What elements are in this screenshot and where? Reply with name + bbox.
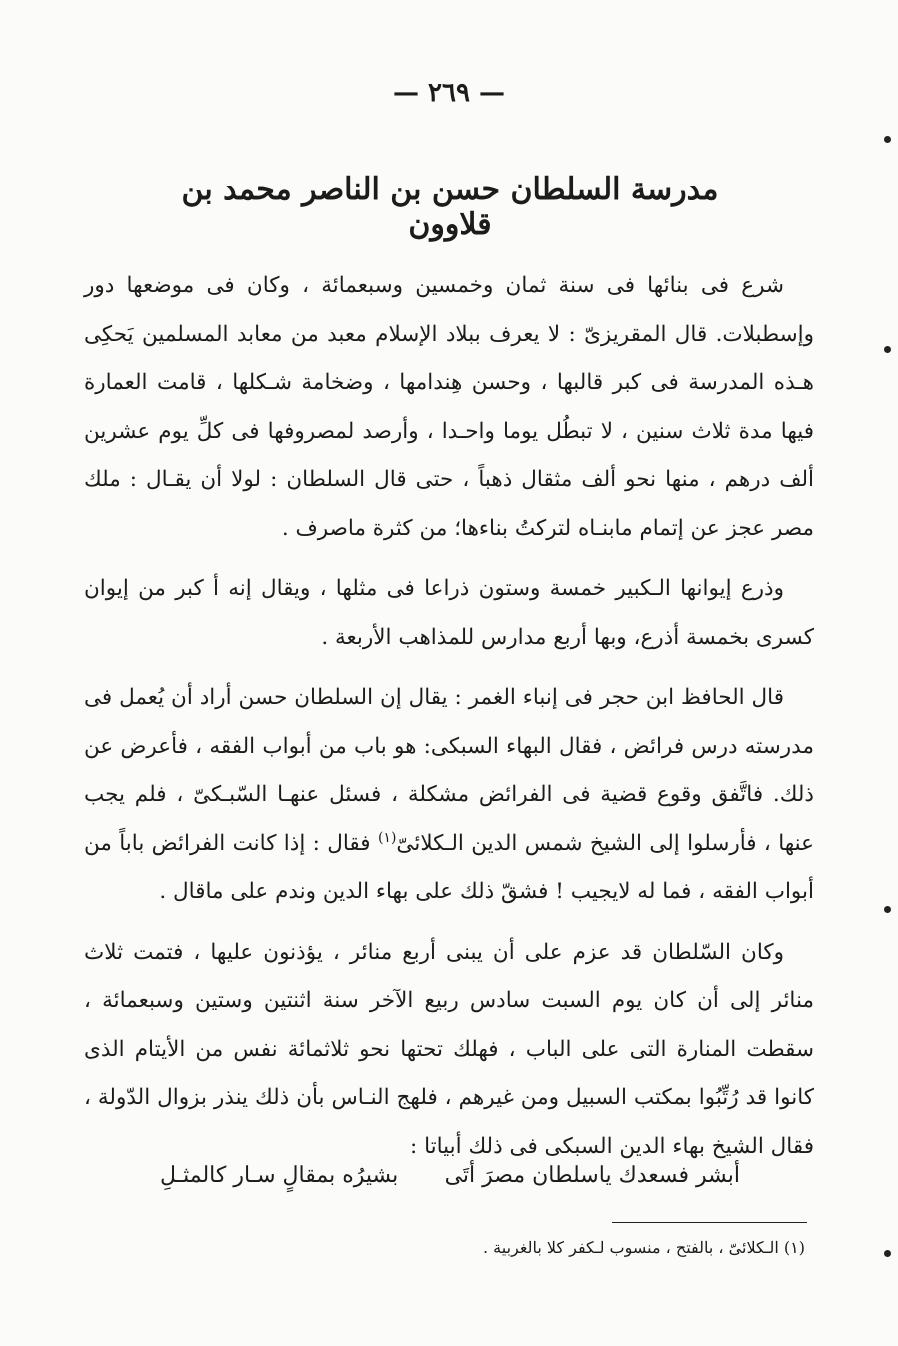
verse-line (160, 1163, 740, 1188)
page-title: مدرسة السلطان حسن بن الناصر محمد بن قلاوون (181, 172, 719, 242)
verse-hemistich-2: بشيرُه بمقالٍ سـار كالمثـلِ (160, 1163, 399, 1188)
page-number: — ٢٦٩ — (392, 78, 506, 108)
paragraph-3-tail: فقال : إذا كانت الفرائض باباً من أبواب الفقه ، فما له لايجيب ! فشقّ ذلك على بهاء الدين وندم على ماقال . (84, 830, 814, 904)
body-text (84, 262, 814, 1183)
margin-dot (884, 1250, 891, 1257)
footnote-divider (612, 1222, 807, 1223)
margin-dot (884, 136, 891, 143)
footnote-ref: (١) (377, 829, 397, 846)
verse-hemistich-1: أبشر فسعدك ياسلطان مصرَ أتَى (444, 1163, 740, 1188)
paragraph-1: شرع فى بنائها فى سنة ثمان وخمسين وسبعمائة ، وكان فى موضعها دور وإسطبلات. قال المقريزىّ : لا يعرف ببلاد الإسلام معبد من معابد المسلمين يَحكِى هـذه المدرسة فى كبر قالبها ، وحسن هِندامها ، وضخامة شـكلها ، قامت العمارة فيها مدة ثلاث سنين ، لا تبطُل يوما واحـدا ، وأرصد لمصروفها فى كلِّ يوم عشرين ألف درهم ، منها نحو ألف مثقال ذهباً ، حتى قال السلطان : لولا أن يقـال : ملك مصر عجز عن إتمام مابنـاه لتركتُ بناءها؛ من كثرة ماصرف . (84, 273, 814, 541)
paragraph-4: وكان السّلطان قد عزم على أن يبنى أربع منائر ، يؤذنون عليها ، فتمت ثلاث منائر إلى أن كان يوم السبت سادس ربيع الآخر سنة اثنتين وستين وسبعمائة ، سقطت المنارة التى على الباب ، فهلك تحتها نحو ثلاثمائة نفس من الأيتام الذى كانوا قد رُتِّبُوا بمكتب السبيل ومن غيرهم ، فلهج النـاس بأن ذلك ينذر بزوال الدّولة ، فقال الشيخ بهاء الدين السبكى فى ذلك أبياتا : (84, 939, 814, 1159)
paragraph-3-text: قال الحافظ ابن حجر فى إنباء الغمر : يقال إن السلطان حسن أراد أن يُعمل فى مدرسته درس فرائض ، فقال البهاء السبكى: هو باب من أبواب الفقه ، فأعرض عن ذلك. فاتَّفق وقوع قضية فى الفرائض مشكلة ، فسئل عنهـا السّبـكىّ ، فلم يجب عنها ، فأرسلوا إلى الشيخ شمس الدين الـكلائىّ (84, 685, 814, 856)
margin-dot (884, 906, 891, 913)
margin-dot (884, 346, 891, 353)
paragraph-2: وذرع إيوانها الـكبير خمسة وستون ذراعا فى مثلها ، ويقال إنه أ كبر من إيوان كسرى بخمسة أذرع، وبها أربع مدارس للمذاهب الأربعة . (84, 576, 814, 650)
footnote: (١) الـكلائىّ ، بالفتح ، منسوب لـكفر كلا بالغربية . (483, 1238, 805, 1257)
paragraph-3 (84, 674, 814, 917)
